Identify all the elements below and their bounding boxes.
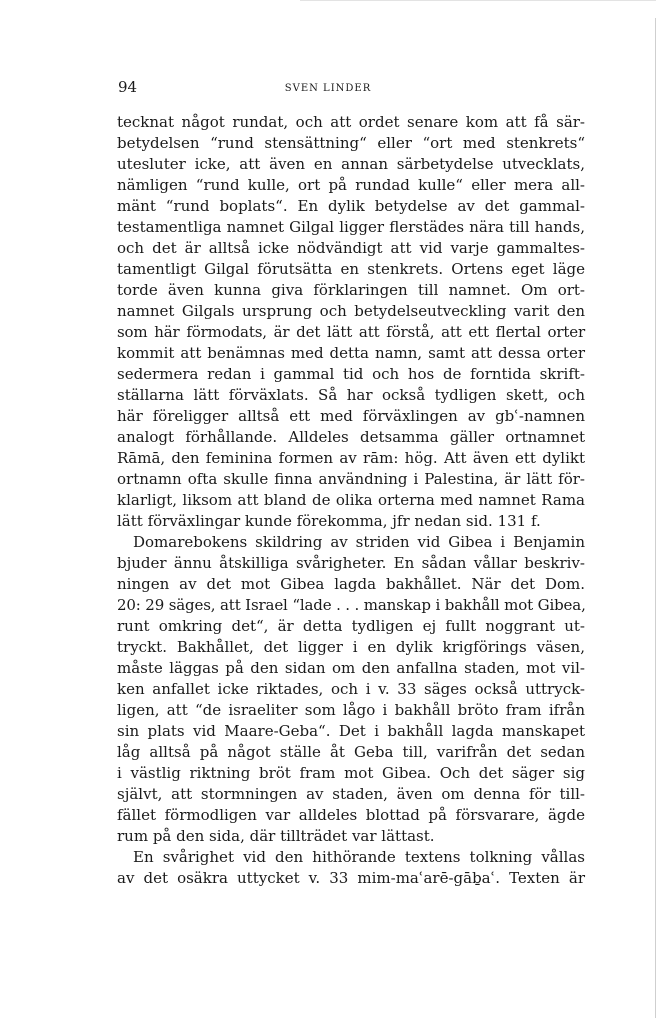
text-line: En svårighet vid den hithörande textens tolkning vållas	[133, 848, 585, 866]
paragraph	[117, 112, 585, 532]
text-line: Rāmā, den feminina formen av rām: hög. Att även ett dylikt	[117, 449, 585, 467]
text-line: som här förmodats, är det lätt att förstå, att ett flertal orter	[117, 323, 585, 341]
text-line: ortnamn ofta skulle finna användning i Palestina, är lätt för-	[117, 470, 585, 488]
text-line: fället förmodligen var alldeles blottad på försvarare, ägde	[117, 806, 585, 824]
text-line: och det är alltså icke nödvändigt att vid varje gammaltes-	[117, 239, 585, 257]
text-line: i västlig riktning bröt fram mot Gibea. Och det säger sig	[117, 764, 585, 782]
text-line: namnet Gilgals ursprung och betydelseutveckling varit den	[117, 302, 585, 320]
text-line: nämligen “rund kulle, ort på rundad kulle“ eller mera all-	[117, 176, 585, 194]
text-line: ligen, att “de israeliter som lågo i bakhåll bröto fram ifrån	[117, 701, 585, 719]
text-line: måste läggas på den sidan om den anfallna staden, mot vil-	[117, 659, 585, 677]
text-line: runt omkring det“, är detta tydligen ej fullt noggrant ut-	[117, 617, 585, 635]
text-line: bjuder ännu åtskilliga svårigheter. En sådan vållar beskriv-	[117, 554, 585, 572]
text-line: torde även kunna giva förklaringen till namnet. Om ort-	[117, 281, 585, 299]
page-number: 94	[118, 78, 138, 96]
text-line: tamentligt Gilgal förutsätta en stenkrets. Ortens eget läge	[117, 260, 585, 278]
top-rule	[300, 0, 656, 1]
text-line: Domarebokens skildring av striden vid Gibea i Benjamin	[133, 533, 585, 551]
text-line: av det osäkra uttycket v. 33 mim-maʿarē-gāḇaʿ. Texten är	[117, 869, 585, 887]
text-line: analogt förhållande. Alldeles detsamma gäller ortnamnet	[117, 428, 585, 446]
text-line: mänt “rund boplats“. En dylik betydelse av det gammal-	[117, 197, 585, 215]
running-head: SVEN LINDER	[284, 83, 372, 94]
text-line: tryckt. Bakhållet, det ligger i en dylik krigförings väsen,	[117, 638, 585, 656]
text-line: 20: 29 säges, att Israel “lade . . . manskap i bakhåll mot Gibea,	[117, 596, 586, 614]
text-line: ningen av det mot Gibea lagda bakhållet. När det Dom.	[117, 575, 585, 593]
body-text	[117, 112, 585, 889]
text-line: lätt förväxlingar kunde förekomma, jfr nedan sid. 131 f.	[117, 512, 541, 530]
text-line: självt, att stormningen av staden, även om denna för till-	[117, 785, 585, 803]
text-line: sin plats vid Maare-Geba“. Det i bakhåll lagda manskapet	[117, 722, 585, 740]
text-line: här föreligger alltså ett med förväxlingen av gbʿ-namnen	[117, 407, 585, 425]
paragraph	[117, 847, 585, 889]
text-line: klarligt, liksom att bland de olika orterna med namnet Rama	[117, 491, 585, 509]
text-line: ken anfallet icke riktades, och i v. 33 säges också uttryck-	[117, 680, 585, 698]
text-line: låg alltså på något ställe åt Geba till, varifrån det sedan	[117, 743, 585, 761]
text-line: ställarna lätt förväxlats. Så har också tydligen skett, och	[117, 386, 585, 404]
text-line: tecknat något rundat, och att ordet senare kom att få sär-	[117, 113, 585, 131]
text-line: kommit att benämnas med detta namn, samt att dessa orter	[117, 344, 585, 362]
text-line: testamentliga namnet Gilgal ligger flerstädes nära till hands,	[117, 218, 585, 236]
text-line: sedermera redan i gammal tid och hos de forntida skrift-	[117, 365, 585, 383]
paragraph	[117, 532, 585, 847]
text-line: betydelsen “rund stensättning“ eller “ort med stenkrets“	[117, 134, 585, 152]
text-line: rum på den sida, där tillträdet var lättast.	[117, 827, 435, 845]
text-line: utesluter icke, att även en annan särbetydelse utvecklats,	[117, 155, 585, 173]
